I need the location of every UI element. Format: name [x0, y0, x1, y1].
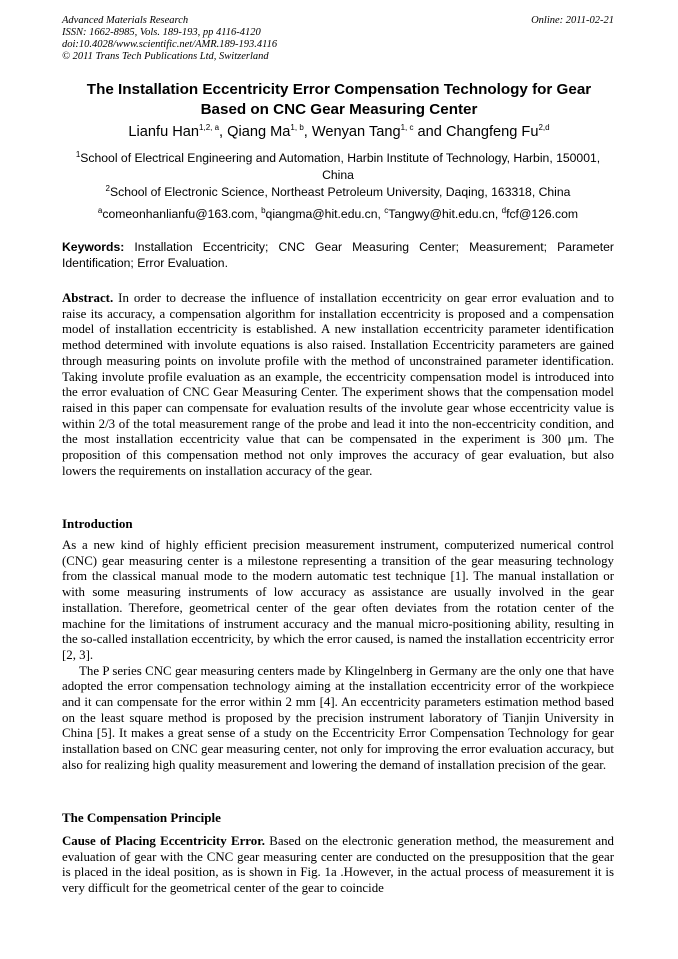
author-3: , Wenyan Tang — [303, 124, 401, 140]
issn-line: ISSN: 1662-8985, Vols. 189-193, pp 4116-4120 — [62, 27, 261, 38]
cause-paragraph — [62, 834, 614, 897]
cause-text: Based on the electronic generation method, the measurement and evaluation of gear with the CNC gear measuring center are conducted on the presupposition that the gear is placed in the ideal position, as is shown in Fig. 1a .However, in the actual process of measurement it is very difficult for the geometrical center of the gear to coincide — [62, 834, 614, 896]
email-2: qiangma@hit.edu.cn, — [265, 207, 385, 221]
email-2-sup: b — [261, 205, 266, 215]
author-4: and Changfeng Fu — [413, 124, 539, 140]
keywords-label: Keywords: — [62, 240, 125, 254]
affiliation-1-country: China — [322, 168, 354, 182]
keywords — [62, 239, 614, 271]
abstract-text: In order to decrease the influence of installation eccentricity on gear error evaluation and to raise its accuracy, a compensation algorithm for installation eccentricity is proposed and a compensation model of installation eccentricity is established. A new installation eccentricity parameter identification method determined with involute equations is also raised. Installation Eccentricity parameters are gained through measuring points on involute profile with the method of unconstrained parameter identification. Taking involute profile evaluation as an example, the eccentricity compensation model is introduced into the error evaluation of CNC Gear Measuring Center. The experiment shows that the compensation model raised in this paper can compensate for evaluation results of the involute gear whose eccentricity value is within 2/3 of the total measurement range of the probe and lead it into the non-eccentricity condition, and the most installation eccentricity value that can be compensated in the experiment is 300 μm. The proposition of this compensation method not only improves the accuracy of gear evaluation, but also lowers the requirements on installation accuracy of the gear. — [62, 291, 614, 478]
affiliation-2-text: School of Electronic Science, Northeast Petroleum University, Daqing, 163318, China — [110, 185, 571, 199]
affiliation-2-sup: 2 — [105, 183, 110, 193]
author-1: Lianfu Han — [128, 124, 200, 140]
author-2-sup: 1, b — [290, 123, 304, 133]
title-line-1: The Installation Eccentricity Error Compensation Technology for Gear — [86, 81, 592, 98]
email-list — [62, 206, 614, 223]
doi-line: doi:10.4028/www.scientific.net/AMR.189-193.4116 — [62, 39, 278, 50]
title-line-2: Based on CNC Gear Measuring Center — [200, 101, 478, 118]
affiliation-2 — [62, 184, 614, 201]
email-4-sup: d — [501, 205, 507, 215]
introduction-body — [62, 538, 614, 774]
affiliation-1 — [62, 150, 614, 184]
intro-paragraph-2: The P series CNC gear measuring centers made by Klingelnberg in Germany are the only one that have adopted the error compensation technology aiming at the installation eccentricity error of the workpiece and it can compensate for the error within 2 mm [4]. An eccentricity parameters estimation method based on the least square method is proposed by the precision instrument laboratory of Tianjin University in China [5]. It makes a great sense of a study on the Eccentricity Error Compensation Technology for gear installation based on CNC gear measuring center, not only for improving the error evaluation accuracy, but also for realizing high quality measurement and lowering the demand of installation precision of the gear. — [62, 663, 614, 772]
author-1-sup: 1,2, a — [199, 123, 220, 133]
email-4: fcf@126.com — [506, 207, 579, 221]
subsection-label: Cause of Placing Eccentricity Error. — [62, 834, 265, 848]
affiliation-1-sup: 1 — [75, 149, 81, 159]
abstract — [62, 291, 614, 479]
affiliation-1-text: School of Electrical Engineering and Automation, Harbin Institute of Technology, Harbin, 150001, — [80, 151, 601, 165]
section-heading: The Compensation Principle — [62, 810, 221, 825]
email-3-sup: c — [384, 205, 389, 215]
author-3-sup: 1, c — [400, 123, 414, 133]
email-1-sup: a — [97, 205, 103, 215]
author-2: , Qiang Ma — [219, 124, 291, 140]
keywords-text: Installation Eccentricity; CNC Gear Measuring Center; Measurement; Parameter Identification; Error Evaluation. — [62, 240, 614, 270]
abstract-label: Abstract. — [62, 291, 114, 305]
paper-title — [40, 80, 638, 120]
running-header — [62, 15, 614, 63]
online-date: Online: 2011-02-21 — [531, 15, 614, 26]
journal-name: Advanced Materials Research — [62, 15, 189, 26]
author-4-sup: 2,d — [538, 123, 550, 133]
intro-paragraph-1: As a new kind of highly efficient precision measurement instrument, computerized numerical control (CNC) gear measuring center is a milestone representing a transition of the gear measuring technology from the classical manual mode to the modern automatic test technique [1]. The manual installation or with some measuring instruments of low accuracy as assistance are usually involved in the gear installation. Therefore, geometrical center of the gear often deviates from the rotation center of the machine for the limitations of instrument accuracy and the manual micro-positioning ability, resulting in the so-called installation eccentricity, by which the error caused, is named the installation eccentricity error [2, 3]. — [62, 538, 614, 662]
author-list — [40, 122, 638, 142]
email-3: Tangwy@hit.edu.cn, — [388, 207, 502, 221]
email-1: comeonhanlianfu@163.com, — [102, 207, 262, 221]
introduction-heading: Introduction — [62, 516, 133, 531]
copyright-line: © 2011 Trans Tech Publications Ltd, Switzerland — [62, 51, 269, 62]
